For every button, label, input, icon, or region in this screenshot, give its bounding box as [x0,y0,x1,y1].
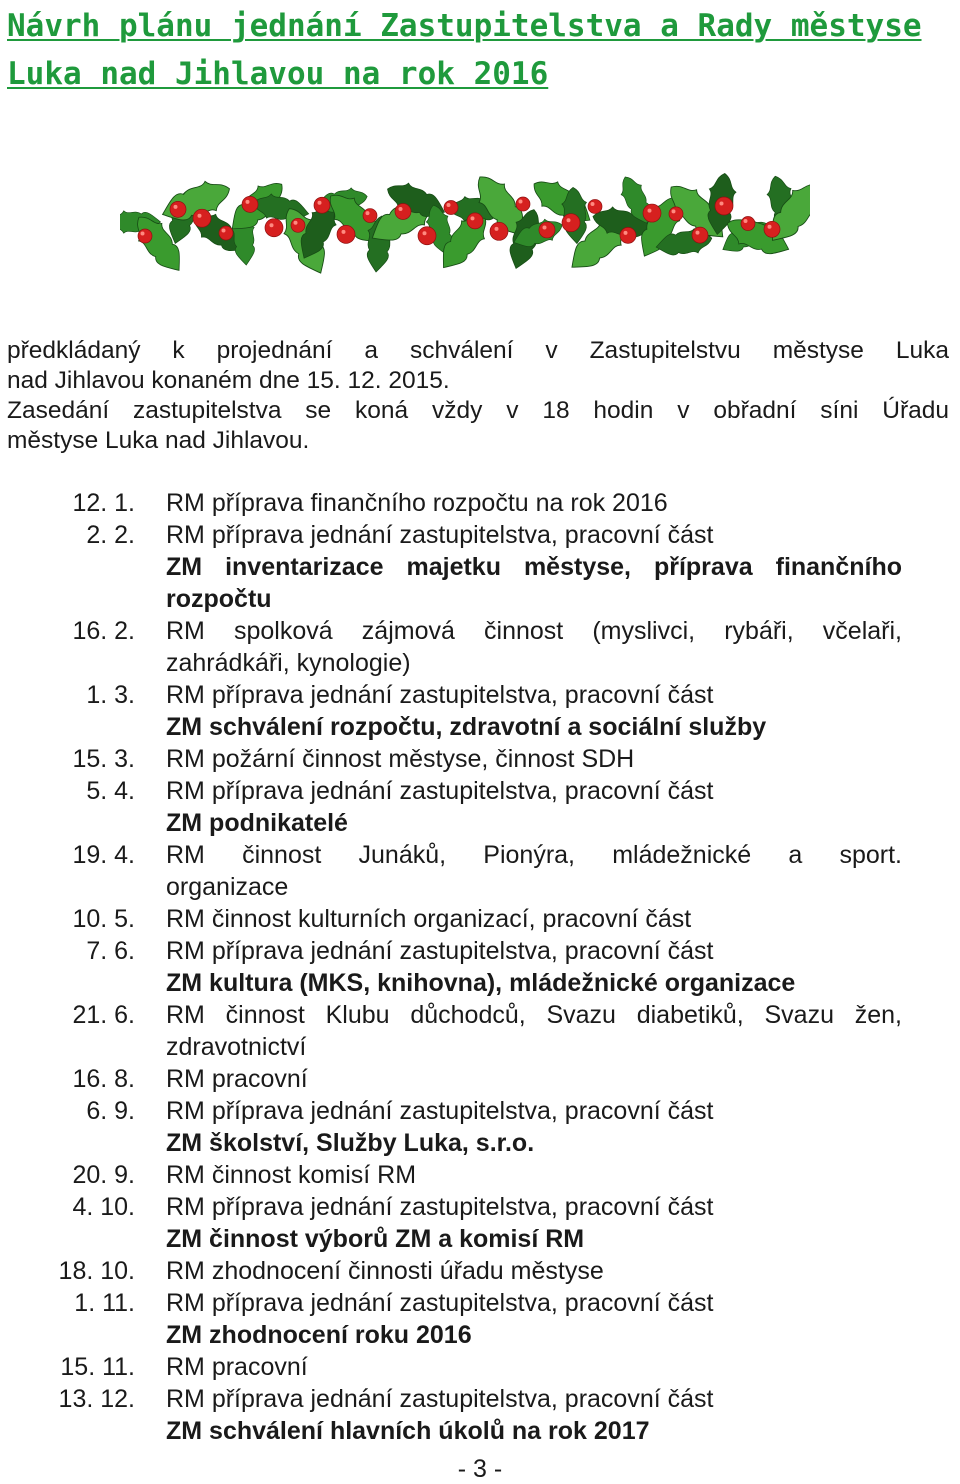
schedule-description [166,903,902,935]
schedule-row [0,519,960,615]
rm-agenda-continued: organizace [166,873,289,901]
rm-agenda: RM příprava jednání zastupitelstva, pracovní část [166,1385,714,1413]
schedule-date: 1. 3. [86,681,135,709]
zm-agenda: ZM schválení hlavních úkolů na rok 2017 [166,1417,650,1445]
schedule-row [0,679,960,743]
schedule-row [0,1095,960,1159]
zm-agenda: ZM zhodnocení roku 2016 [166,1321,472,1349]
schedule-description [166,679,902,743]
holly-berry-highlight [174,205,178,209]
holly-berry-highlight [591,202,595,206]
schedule-row [0,487,960,519]
schedule-description [166,839,902,903]
holly-berry [741,217,755,231]
schedule-date: 6. 9. [86,1097,135,1125]
schedule-date: 18. 10. [58,1257,135,1285]
intro-line: městyse Luka nad Jihlavou. [7,427,310,454]
rm-agenda: RM činnost Junáků, Pionýra, mládežnické a sport. [166,841,902,869]
holly-berry [418,227,436,245]
rm-agenda-continued: zdravotnictví [166,1033,307,1061]
schedule-row [0,1255,960,1287]
zm-agenda: ZM schválení rozpočtu, zdravotní a sociální služby [166,713,767,741]
schedule-row [0,999,960,1063]
holly-berry-highlight [648,209,652,213]
schedule-date: 12. 1. [72,489,135,517]
holly-berry [314,197,330,213]
schedule-row [0,775,960,839]
holly-garland-illustration [120,150,810,295]
page-number: - 3 - [457,1455,503,1483]
holly-berry-highlight [696,231,700,235]
schedule-date: 10. 5. [72,905,135,933]
schedule-description [166,1383,902,1447]
schedule-row [0,1287,960,1351]
holly-berry-highlight [567,218,571,222]
schedule-row [0,935,960,999]
holly-berry-highlight [672,209,676,213]
holly-berry [643,204,661,222]
holly-berry-highlight [222,229,226,233]
holly-berry-highlight [270,223,274,227]
rm-agenda: RM příprava jednání zastupitelstva, pracovní část [166,1193,714,1221]
schedule-row [0,615,960,679]
holly-berry-highlight [720,202,724,206]
holly-berry-highlight [543,225,547,229]
schedule-row [0,903,960,935]
schedule-date: 4. 10. [72,1193,135,1221]
zm-agenda: ZM školství, Služby Luka, s.r.o. [166,1129,535,1157]
schedule-date: 1. 11. [74,1289,135,1317]
holly-berry-highlight [744,219,748,223]
rm-agenda: RM činnost Klubu důchodců, Svazu diabetiků, Svazu žen, [166,1001,902,1029]
intro-line: Zasedání zastupitelstva se koná vždy v 18 hodin v obřadní síni Úřadu [7,397,949,424]
schedule-date: 15. 11. [60,1353,135,1381]
holly-berry-highlight [624,231,628,235]
holly-berry-highlight [246,200,250,204]
holly-berry-highlight [318,201,322,205]
schedule-description [166,1095,902,1159]
holly-berry-highlight [198,214,202,218]
holly-berry [242,196,258,212]
rm-agenda: RM příprava jednání zastupitelstva, pracovní část [166,1289,714,1317]
zm-agenda-continued: rozpočtu [166,585,272,613]
document-title [7,2,953,98]
rm-agenda-continued: zahrádkáři, kynologie) [166,649,411,677]
schedule-description [166,1255,902,1287]
rm-agenda: RM pracovní [166,1353,308,1381]
schedule-date: 19. 4. [72,841,135,869]
rm-agenda: RM příprava jednání zastupitelstva, pracovní část [166,777,714,805]
schedule-date: 15. 3. [72,745,135,773]
zm-agenda: ZM kultura (MKS, knihovna), mládežnické organizace [166,969,796,997]
rm-agenda: RM příprava finančního rozpočtu na rok 2016 [166,489,668,517]
schedule-row [0,1383,960,1447]
holly-berry [562,214,580,232]
intro-line: předkládaný k projednání a schválení v Zastupitelstvu městyse Luka [7,337,949,364]
rm-agenda: RM příprava jednání zastupitelstva, pracovní část [166,1097,714,1125]
schedule-description [166,1159,902,1191]
holly-berry [692,227,708,243]
holly-berry [764,221,780,237]
rm-agenda: RM činnost kulturních organizací, pracovní část [166,905,692,933]
rm-agenda: RM požární činnost městyse, činnost SDH [166,745,635,773]
schedule-description [166,487,902,519]
intro-line: nad Jihlavou konaném dne 15. 12. 2015. [7,367,450,394]
rm-agenda: RM zhodnocení činnosti úřadu městyse [166,1257,604,1285]
holly-berry-highlight [141,232,145,236]
rm-agenda: RM příprava jednání zastupitelstva, pracovní část [166,521,714,549]
holly-berry-highlight [447,203,451,207]
rm-agenda: RM pracovní [166,1065,308,1093]
holly-berry [467,213,483,229]
schedule-description [166,1287,902,1351]
schedule-row [0,743,960,775]
schedule-date: 20. 9. [72,1161,135,1189]
holly-berry [444,201,458,215]
holly-berry [588,199,602,213]
holly-berry [490,222,508,240]
schedule-description [166,999,902,1063]
holly-berry [170,201,186,217]
holly-berry [291,218,305,232]
rm-agenda: RM příprava jednání zastupitelstva, pracovní část [166,681,714,709]
title-line-2: Luka nad Jihlavou na rok 2016 [7,56,549,92]
holly-berry [193,209,211,227]
holly-berry [138,229,152,243]
zm-agenda: ZM podnikatelé [166,809,348,837]
schedule-description [166,1063,902,1095]
rm-agenda: RM spolková zájmová činnost (myslivci, rybáři, včelaři, [166,617,902,645]
schedule-date: 7. 6. [86,937,135,965]
holly-berry-highlight [423,231,427,235]
schedule-row [0,1159,960,1191]
holly-berry [265,219,283,237]
schedule-row [0,1063,960,1095]
zm-agenda: ZM činnost výborů ZM a komisí RM [166,1225,585,1253]
schedule-row [0,1191,960,1255]
schedule-date: 2. 2. [86,521,135,549]
intro-paragraph [7,336,949,456]
schedule-row [0,1351,960,1383]
holly-berry-highlight [366,211,370,215]
holly-berry [363,209,377,223]
holly-berry-highlight [519,200,523,204]
holly-berry [669,207,683,221]
schedule-date: 16. 2. [72,617,135,645]
holly-berry-highlight [294,221,298,225]
holly-berry [715,197,733,215]
schedule-description [166,743,902,775]
holly-berry-highlight [471,216,475,220]
holly-berry-highlight [342,230,346,234]
schedule-description [166,519,902,615]
schedule-date: 13. 12. [58,1385,135,1413]
holly-berry-highlight [768,225,772,229]
title-line-1: Návrh plánu jednání Zastupitelstva a Rady městyse [7,8,922,44]
zm-agenda: ZM inventarizace majetku městyse, příprava finančního [166,553,902,581]
meeting-schedule [0,487,960,1447]
holly-berry-highlight [495,227,499,231]
holly-berry [395,203,411,219]
schedule-date: 5. 4. [86,777,135,805]
rm-agenda: RM příprava jednání zastupitelstva, pracovní část [166,937,714,965]
schedule-description [166,1191,902,1255]
schedule-row [0,839,960,903]
holly-berry [337,225,355,243]
schedule-description [166,1351,902,1383]
holly-berry [620,227,636,243]
rm-agenda: RM činnost komisí RM [166,1161,417,1189]
schedule-description [166,775,902,839]
holly-berry [539,222,555,238]
holly-berry [219,226,233,240]
holly-berry-highlight [399,207,403,211]
schedule-description [166,615,902,679]
schedule-date: 21. 6. [72,1001,135,1029]
schedule-date: 16. 8. [72,1065,135,1093]
schedule-description [166,935,902,999]
holly-berry [516,197,530,211]
